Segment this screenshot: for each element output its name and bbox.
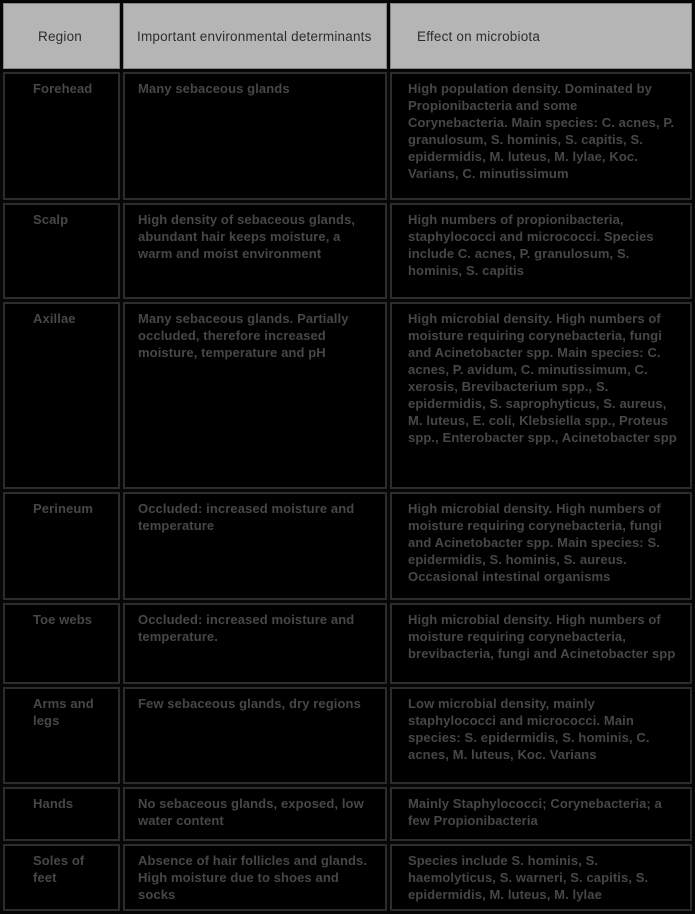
table-header xyxy=(3,3,692,69)
cell-effect: Low microbial density, mainly staphylococci and micrococci. Main species: S. epidermidis, S. hominis, C. acnes, M. luteus, Koc. Varians xyxy=(390,687,692,784)
cell-region: Forehead xyxy=(3,72,120,200)
table-row-soles-of-feet xyxy=(3,844,692,911)
cell-effect: Species include S. hominis, S. haemolyticus, S. warneri, S. capitis, S. epidermidis, M. luteus, M. lylae xyxy=(390,844,692,911)
cell-region: Perineum xyxy=(3,492,120,600)
column-header-determinants: Important environmental determinants xyxy=(123,3,387,69)
cell-effect: High microbial density. High numbers of moisture requiring corynebacteria, fungi and Acinetobacter spp. Main species: C. acnes, P. avidum, C. minutissimum, C. xerosis, Brevibacterium spp., S. epidermidis, S. saprophyticus, S. aureus, M. luteus, E. coli, Klebsiella spp., Proteus spp., Enterobacter spp., Acinetobacter spp xyxy=(390,302,692,489)
cell-effect: High numbers of propionibacteria, staphylococci and micrococci. Species include C. acnes, P. granulosum, S. hominis, S. capitis xyxy=(390,203,692,299)
cell-region: Arms and legs xyxy=(3,687,120,784)
table-row-forehead xyxy=(3,72,692,200)
cell-region: Axillae xyxy=(3,302,120,489)
cell-effect: High population density. Dominated by Propionibacteria and some Corynebacteria. Main species: C. acnes, P. granulosum, S. hominis, S. capitis, S. epidermidis, M. luteus, M. lylae, Koc. Varians, C. minutissimum xyxy=(390,72,692,200)
table-row-perineum xyxy=(3,492,692,600)
table-row-hands xyxy=(3,787,692,841)
header-row xyxy=(3,3,692,69)
cell-region: Scalp xyxy=(3,203,120,299)
table-row-scalp xyxy=(3,203,692,299)
cell-region: Soles of feet xyxy=(3,844,120,911)
cell-determinants: No sebaceous glands, exposed, low water content xyxy=(123,787,387,841)
table-row-axillae xyxy=(3,302,692,489)
cell-determinants: Many sebaceous glands. Partially occluded, therefore increased moisture, temperature and pH xyxy=(123,302,387,489)
cell-determinants: Occluded: increased moisture and temperature. xyxy=(123,603,387,684)
cell-region: Hands xyxy=(3,787,120,841)
column-header-effect: Effect on microbiota xyxy=(390,3,692,69)
cell-determinants: Occluded: increased moisture and temperature xyxy=(123,492,387,600)
table-row-toe-webs xyxy=(3,603,692,684)
cell-determinants: Absence of hair follicles and glands. High moisture due to shoes and socks xyxy=(123,844,387,911)
table-row-arms-and-legs xyxy=(3,687,692,784)
table-body xyxy=(3,72,692,911)
column-header-region: Region xyxy=(3,3,120,69)
cell-effect: Mainly Staphylococci; Corynebacteria; a few Propionibacteria xyxy=(390,787,692,841)
cell-effect: High microbial density. High numbers of moisture requiring corynebacteria, fungi and Acinetobacter spp. Main species: S. epidermidis, S. hominis, S. aureus. Occasional intestinal organisms xyxy=(390,492,692,600)
cell-effect: High microbial density. High numbers of moisture requiring corynebacteria, brevibacteria, fungi and Acinetobacter spp xyxy=(390,603,692,684)
cell-determinants: Many sebaceous glands xyxy=(123,72,387,200)
cell-region: Toe webs xyxy=(3,603,120,684)
cell-determinants: Few sebaceous glands, dry regions xyxy=(123,687,387,784)
cell-determinants: High density of sebaceous glands, abundant hair keeps moisture, a warm and moist environment xyxy=(123,203,387,299)
